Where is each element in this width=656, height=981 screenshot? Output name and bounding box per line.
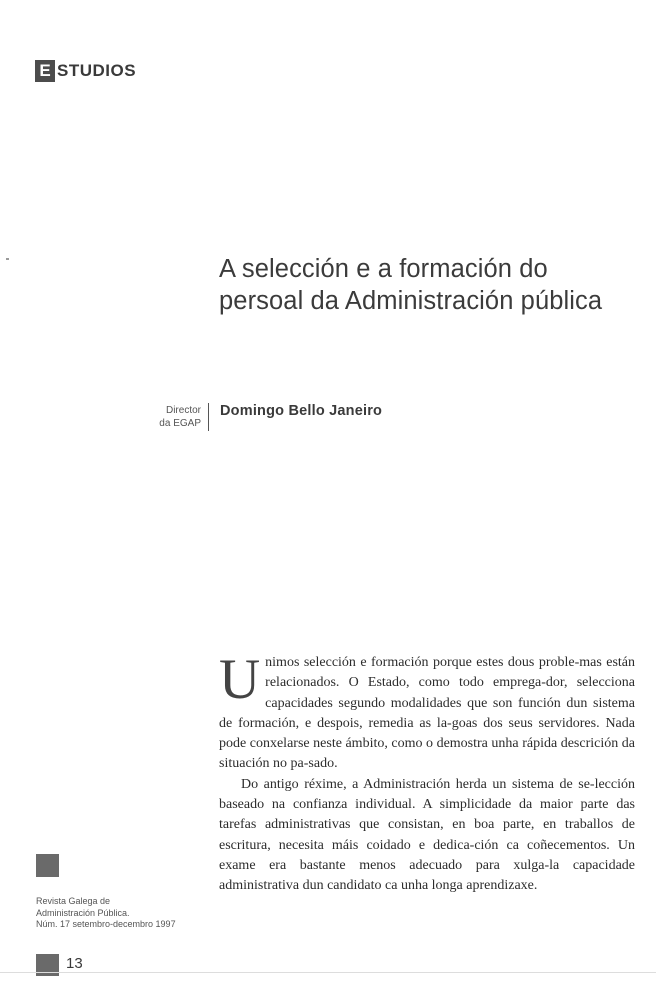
author-role: [120, 404, 201, 430]
author-role-line2: da EGAP: [159, 418, 201, 429]
journal-line-1: Revista Galega de: [36, 896, 111, 906]
journal-line-2: Administración Pública.: [36, 907, 130, 918]
paragraph-2: Do antigo réxime, a Administración herda un sistema de se-lección baseado na confianza individual. A simplicidade da maior parte das tarefas administrativas que consistan, en boa parte, en traballos de escritura, necesita máis coidado e dedica-ción ca coñecementos. Un exame era bastante menos adecuado para xulga-la capacidade administrativa dun candidato ca unha longa aprendizaxe.: [219, 776, 635, 894]
section-initial-box: E: [35, 60, 55, 82]
drop-cap: U: [219, 648, 261, 711]
author-name: Domingo Bello Janeiro: [220, 403, 383, 419]
author-divider: [208, 403, 209, 431]
footer-rule: [0, 972, 656, 973]
journal-info: [36, 896, 176, 931]
marker-square: [36, 854, 59, 877]
article-title: A selección e a formación do persoal da Administración pública: [219, 255, 603, 315]
page-number: 13: [66, 955, 83, 972]
paragraph-1-text: nimos selección e formación porque estes dous proble-mas están relacionados. O Estado, como todo emprega-dor, selecciona capacidades segundo modalidades que son función dun sistema de formación, e despois, remedia as la-goas dos seus servidores. Nada pode conxelarse neste ámbito, como o demostra unha rápida descrición da situación no pa-sado.: [219, 655, 635, 772]
paragraph-1: [219, 648, 635, 775]
journal-line-3: Núm. 17 setembro-decembro 1997: [36, 919, 176, 929]
article-body: [219, 648, 635, 897]
stray-mark: [6, 258, 9, 260]
section-label: STUDIOS: [57, 60, 137, 80]
author-role-line1: Director: [165, 405, 201, 416]
section-header: [35, 59, 136, 82]
